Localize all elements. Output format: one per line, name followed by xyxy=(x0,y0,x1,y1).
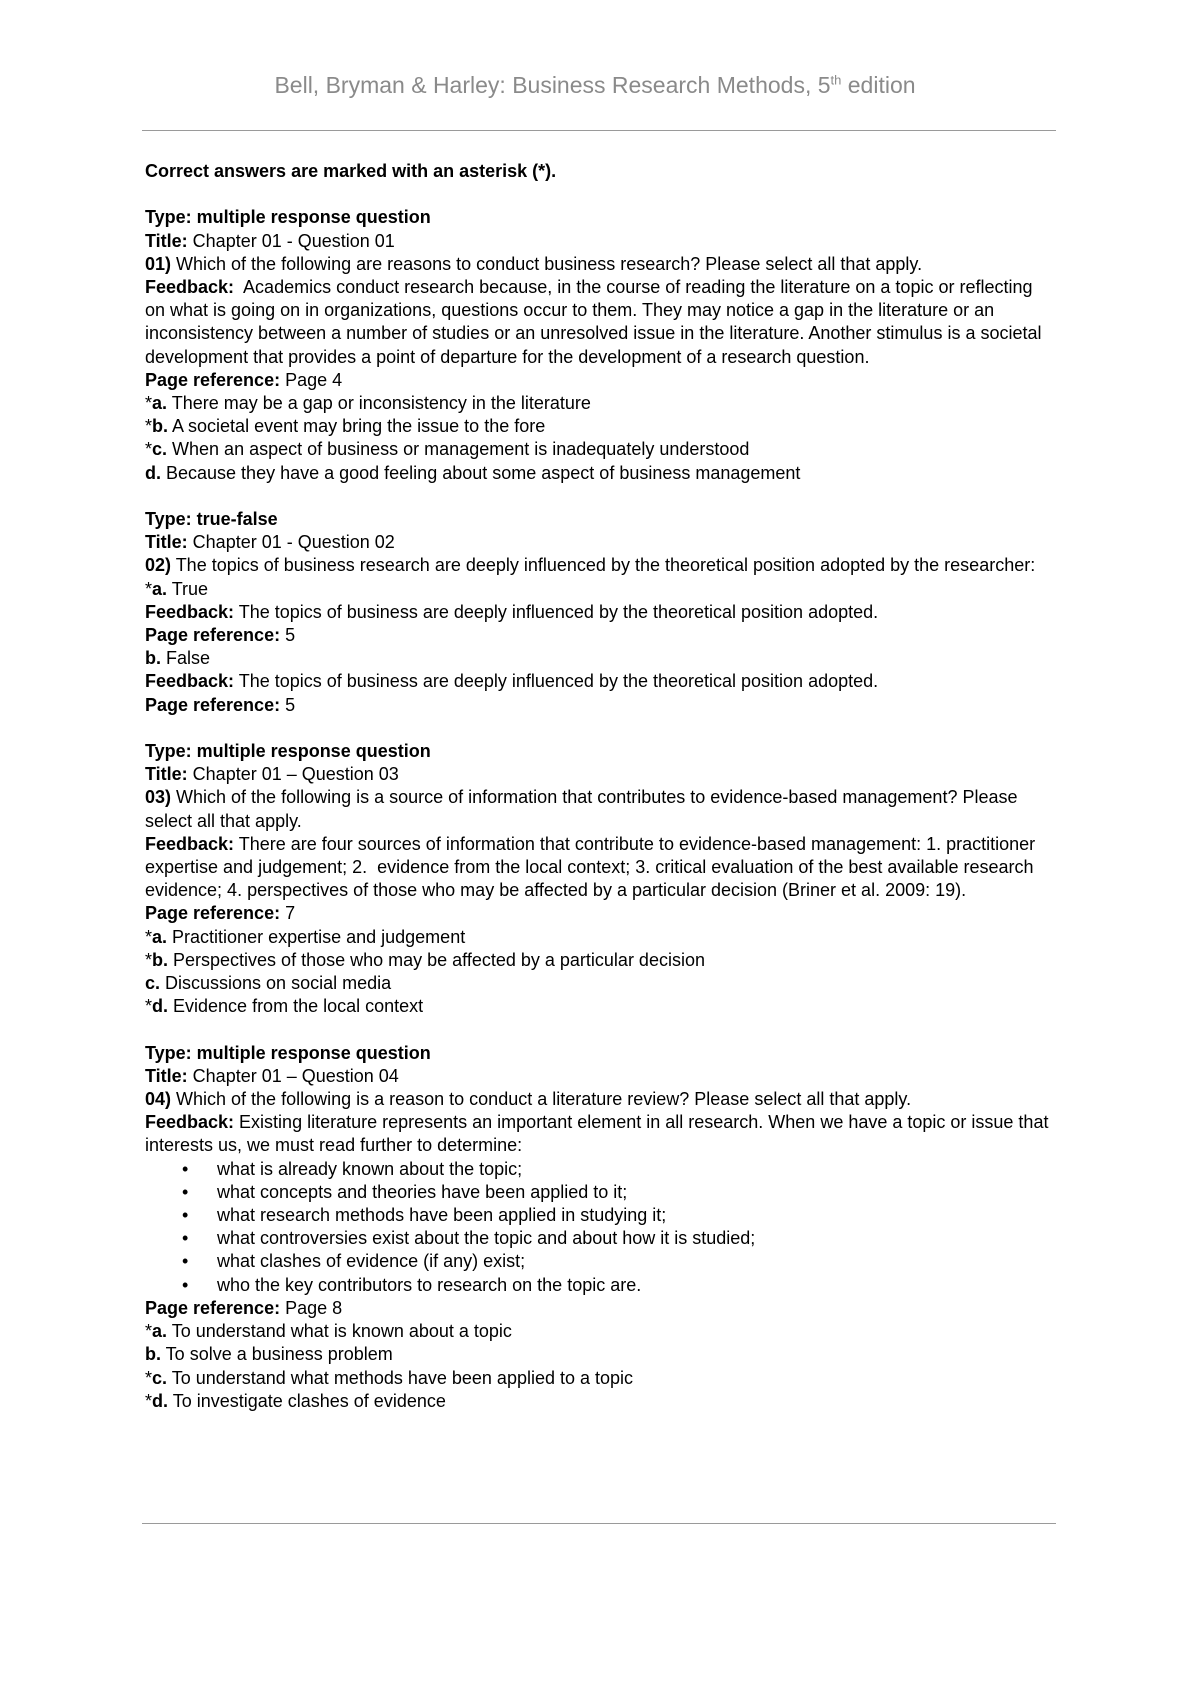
answer-option: *c. To understand what methods have been applied to a topic xyxy=(145,1367,634,1388)
bullet-item: • who the key contributors to research on the topic are. xyxy=(145,1274,1057,1297)
question-title: Title: Chapter 01 - Question 02 xyxy=(145,532,395,553)
question-type: Type: multiple response question xyxy=(145,741,431,762)
footer-divider xyxy=(142,1523,1056,1524)
header-divider xyxy=(142,130,1056,131)
bullet-icon: • xyxy=(182,1228,189,1249)
page-reference: Page reference: Page 8 xyxy=(145,1297,343,1318)
question-feedback: Feedback: Academics conduct research because, in the course of reading the literature on a topic or reflecting on what is going on in organizations, questions occur to them. They may notice a gap in the literature or an inconsistency between a number of studies or an unresolved issue in the literature. Another stimulus is a societal development that provides a point of departure for the development of a research question. xyxy=(145,277,1047,367)
answer-option: *a. There may be a gap or inconsistency in the literature xyxy=(145,393,591,414)
question-text: 01) Which of the following are reasons to conduct business research? Please select all that apply. xyxy=(145,253,923,274)
answer-option: b. False xyxy=(145,648,211,669)
question-title: Title: Chapter 01 - Question 01 xyxy=(145,230,395,251)
answer-option: *b. Perspectives of those who may be affected by a particular decision xyxy=(145,949,705,970)
question-text: 02) The topics of business research are deeply influenced by the theoretical position adopted by the researcher: xyxy=(145,555,1036,576)
intro-note: Correct answers are marked with an asterisk (*). xyxy=(145,161,557,181)
feedback-bullet-list xyxy=(145,1158,1057,1297)
document-body xyxy=(145,160,1057,1413)
bullet-icon: • xyxy=(182,1158,189,1179)
question-text: 03) Which of the following is a source of information that contributes to evidence-based management? Please select all that apply. xyxy=(145,787,1018,831)
answer-option: c. Discussions on social media xyxy=(145,973,392,994)
bullet-item: • what research methods have been applied in studying it; xyxy=(145,1204,1057,1227)
header-superscript: th xyxy=(830,72,842,88)
page-reference: Page reference: 5 xyxy=(145,625,296,646)
question-title: Title: Chapter 01 – Question 04 xyxy=(145,1065,399,1086)
question-feedback: Feedback: There are four sources of information that contribute to evidence-based management: 1. practitioner expertise and judgement; 2. evidence from the local context; 3. critical evaluation of the best available research evidence; 4. perspectives of those who may be affected by a particular decision (Briner et al. 2009: 19). xyxy=(145,833,1041,901)
question-03 xyxy=(145,740,1057,1018)
answer-option: *d. To investigate clashes of evidence xyxy=(145,1390,446,1411)
bullet-icon: • xyxy=(182,1251,189,1272)
option-feedback: Feedback: The topics of business are deeply influenced by the theoretical position adopted. xyxy=(145,671,879,692)
header-edition: edition xyxy=(841,72,916,98)
question-title: Title: Chapter 01 – Question 03 xyxy=(145,764,399,785)
question-type: Type: multiple response question xyxy=(145,1042,431,1063)
page-reference: Page reference: 7 xyxy=(145,903,296,924)
bullet-icon: • xyxy=(182,1274,189,1295)
question-text: 04) Which of the following is a reason to conduct a literature review? Please select all that apply. xyxy=(145,1089,912,1110)
answer-option: *a. True xyxy=(145,578,209,599)
answer-option: *d. Evidence from the local context xyxy=(145,996,424,1017)
option-feedback: Feedback: The topics of business are deeply influenced by the theoretical position adopted. xyxy=(145,601,879,622)
answer-option: b. To solve a business problem xyxy=(145,1344,393,1365)
bullet-item: • what concepts and theories have been applied to it; xyxy=(145,1181,1057,1204)
answer-option: d. Because they have a good feeling about some aspect of business management xyxy=(145,462,801,483)
answer-option: *a. Practitioner expertise and judgement xyxy=(145,926,466,947)
question-04 xyxy=(145,1042,1057,1413)
answer-option: *b. A societal event may bring the issue to the fore xyxy=(145,416,546,437)
question-type: Type: true-false xyxy=(145,509,278,530)
answer-option: *a. To understand what is known about a topic xyxy=(145,1321,512,1342)
page-reference: Page reference: Page 4 xyxy=(145,369,343,390)
bullet-item: • what clashes of evidence (if any) exist; xyxy=(145,1250,1057,1273)
question-feedback: Feedback: Existing literature represents an important element in all research. When we have a topic or issue that interests us, we must read further to determine: xyxy=(145,1112,1049,1156)
bullet-icon: • xyxy=(182,1205,189,1226)
bullet-icon: • xyxy=(182,1181,189,1202)
page-reference: Page reference: 5 xyxy=(145,694,296,715)
question-01 xyxy=(145,206,1057,484)
answer-option: *c. When an aspect of business or management is inadequately understood xyxy=(145,439,750,460)
page-header xyxy=(0,70,1190,100)
bullet-item: • what controversies exist about the topic and about how it is studied; xyxy=(145,1227,1057,1250)
header-title: Bell, Bryman & Harley: Business Research Methods, 5 xyxy=(274,72,831,98)
bullet-item: • what is already known about the topic; xyxy=(145,1158,1057,1181)
question-02 xyxy=(145,508,1057,717)
question-type: Type: multiple response question xyxy=(145,207,431,228)
